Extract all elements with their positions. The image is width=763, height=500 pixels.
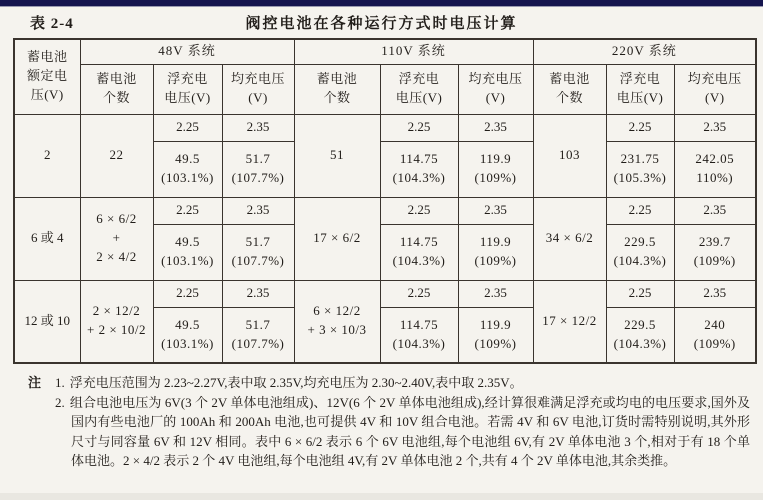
float-unit-cell-48v: 2.25 xyxy=(153,197,222,224)
equalize-total-cell-220v: 242.05 110%) xyxy=(674,141,756,197)
count-cell-48v: 2 × 12/2 + 2 × 10/2 xyxy=(80,280,153,363)
table-row xyxy=(14,197,756,224)
table-number-label: 表 2-4 xyxy=(30,16,74,32)
equalize-total-cell-220v: 239.7 (109%) xyxy=(674,224,756,280)
count-cell-48v: 6 × 6/2 + 2 × 4/2 xyxy=(80,197,153,280)
float-unit-cell-110v: 2.25 xyxy=(380,197,458,224)
group-header-row xyxy=(14,39,756,64)
equalize-total-cell-110v: 119.9 (109%) xyxy=(458,224,533,280)
float-unit-cell-220v: 2.25 xyxy=(606,280,674,307)
float-total-cell-48v: 49.5 (103.1%) xyxy=(153,224,222,280)
col-header-equalize-48v: 均充电压 (V) xyxy=(222,64,294,114)
equalize-total-cell-48v: 51.7 (107.7%) xyxy=(222,307,294,363)
float-unit-cell-48v: 2.25 xyxy=(153,114,222,141)
note-number: 2. xyxy=(55,394,65,410)
col-header-float-110v: 浮充电 电压(V) xyxy=(380,64,458,114)
rated-voltage-cell: 2 xyxy=(14,114,80,197)
float-total-cell-48v: 49.5 (103.1%) xyxy=(153,307,222,363)
rated-voltage-cell: 6 或 4 xyxy=(14,197,80,280)
note-text: 浮充电压范围为 2.23~2.27V,表中取 2.35V,均充电压为 2.30~2.40V,表中取 2.35V。 xyxy=(69,375,523,390)
count-cell-110v: 17 × 6/2 xyxy=(294,197,380,280)
equalize-unit-cell-48v: 2.35 xyxy=(222,197,294,224)
col-header-equalize-220v: 均充电压 (V) xyxy=(674,64,756,114)
group-header-110v: 110V 系统 xyxy=(294,39,533,64)
equalize-total-cell-48v: 51.7 (107.7%) xyxy=(222,141,294,197)
count-cell-110v: 6 × 12/2 + 3 × 10/3 xyxy=(294,280,380,363)
float-total-cell-110v: 114.75 (104.3%) xyxy=(380,307,458,363)
equalize-unit-cell-48v: 2.35 xyxy=(222,114,294,141)
note-text: 组合电池电压为 6V(3 个 2V 单体电池组成)、12V(6 个 2V 单体电池组成),经计算很难满足浮充或均电的电压要求,国外及国内有些电池厂的 100Ah 和 200Ah 电池,也可提供 4V 和 10V 组合电池。若需 4V 和 6V 电池,订货时需特别说明,其外形尺寸与同容量 6V 和 12V 相同。表中 6 × 6/2 表示 6 个 6V 电池组,每个电池组 6V,有 2V 单体电池 3 个,相对于有 18 个单体电池。2 × 4/2 表示 2 个 4V 电池组,每个电池组 4V,有 2V 单体电池 2 个,共有 4 个 2V 单体电池,其余类推。 xyxy=(69,394,750,468)
count-cell-110v: 51 xyxy=(294,114,380,197)
float-total-cell-110v: 114.75 (104.3%) xyxy=(380,141,458,197)
window-top-bar xyxy=(0,0,763,7)
col-header-float-220v: 浮充电 电压(V) xyxy=(606,64,674,114)
note-body xyxy=(55,373,750,471)
col-header-float-48v: 浮充电 电压(V) xyxy=(153,64,222,114)
page-bottom-edge xyxy=(0,493,763,500)
float-total-cell-220v: 231.75 (105.3%) xyxy=(606,141,674,197)
page-title: 阀控电池在各种运行方式时电压计算 xyxy=(245,16,518,32)
equalize-total-cell-110v: 119.9 (109%) xyxy=(458,307,533,363)
equalize-total-cell-48v: 51.7 (107.7%) xyxy=(222,224,294,280)
float-total-cell-220v: 229.5 (104.3%) xyxy=(606,224,674,280)
note-item-2 xyxy=(55,393,750,471)
equalize-unit-cell-220v: 2.35 xyxy=(674,280,756,307)
float-unit-cell-220v: 2.25 xyxy=(606,197,674,224)
col-header-count-110v: 蓄电池 个数 xyxy=(294,64,380,114)
equalize-unit-cell-48v: 2.35 xyxy=(222,280,294,307)
footnotes xyxy=(28,373,750,471)
equalize-unit-cell-220v: 2.35 xyxy=(674,197,756,224)
float-unit-cell-220v: 2.25 xyxy=(606,114,674,141)
count-cell-220v: 34 × 6/2 xyxy=(533,197,606,280)
rated-voltage-cell: 12 或 10 xyxy=(14,280,80,363)
col-header-count-220v: 蓄电池 个数 xyxy=(533,64,606,114)
battery-voltage-table xyxy=(13,38,757,364)
title-row xyxy=(0,12,763,34)
float-total-cell-220v: 229.5 (104.3%) xyxy=(606,307,674,363)
table-row xyxy=(14,280,756,307)
float-total-cell-110v: 114.75 (104.3%) xyxy=(380,224,458,280)
note-label: 注 xyxy=(28,375,43,390)
equalize-unit-cell-110v: 2.35 xyxy=(458,114,533,141)
group-header-48v: 48V 系统 xyxy=(80,39,294,64)
group-header-220v: 220V 系统 xyxy=(533,39,756,64)
note-number: 1. xyxy=(55,375,65,390)
sub-header-row xyxy=(14,64,756,114)
note-item-1 xyxy=(55,373,750,393)
float-unit-cell-110v: 2.25 xyxy=(380,114,458,141)
col-header-rated-voltage: 蓄电池 额定电 压(V) xyxy=(14,39,80,114)
col-header-count-48v: 蓄电池 个数 xyxy=(80,64,153,114)
col-header-equalize-110v: 均充电压 (V) xyxy=(458,64,533,114)
equalize-unit-cell-110v: 2.35 xyxy=(458,197,533,224)
float-total-cell-48v: 49.5 (103.1%) xyxy=(153,141,222,197)
float-unit-cell-110v: 2.25 xyxy=(380,280,458,307)
equalize-unit-cell-110v: 2.35 xyxy=(458,280,533,307)
table-row xyxy=(14,114,756,141)
count-cell-48v: 22 xyxy=(80,114,153,197)
count-cell-220v: 103 xyxy=(533,114,606,197)
equalize-unit-cell-220v: 2.35 xyxy=(674,114,756,141)
count-cell-220v: 17 × 12/2 xyxy=(533,280,606,363)
equalize-total-cell-220v: 240 (109%) xyxy=(674,307,756,363)
equalize-total-cell-110v: 119.9 (109%) xyxy=(458,141,533,197)
float-unit-cell-48v: 2.25 xyxy=(153,280,222,307)
